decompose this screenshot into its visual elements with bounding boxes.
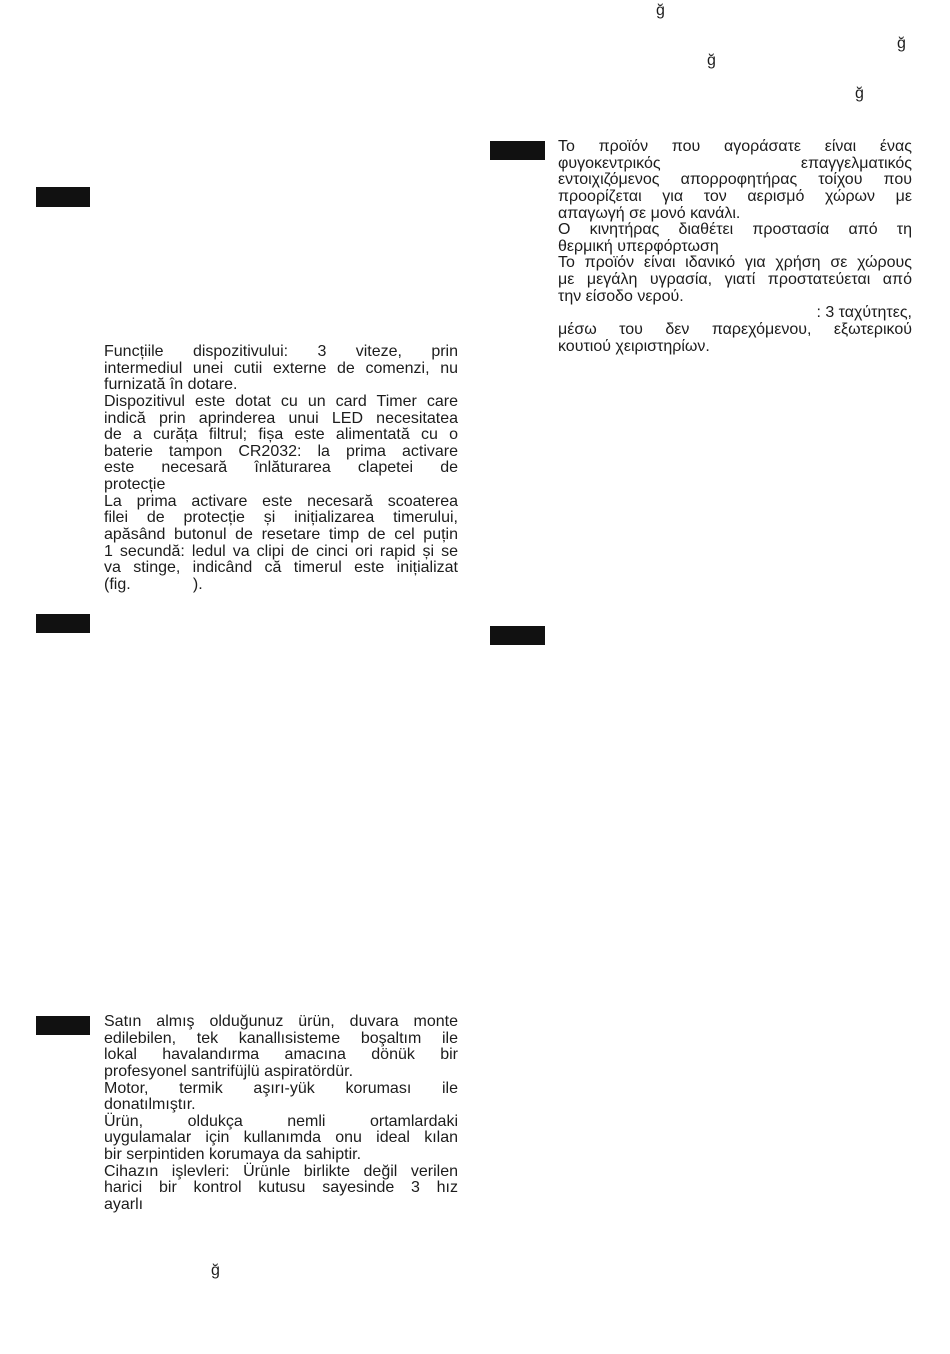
text-line: απαγωγή σε μονό κανάλι. (558, 204, 741, 222)
text-line: edilebilen, tek kanallısisteme boşaltım ile (104, 1029, 458, 1047)
text-line: de a curăța filtrul; fișa este alimentată cu o (104, 426, 458, 444)
stray-glyph: ğ (211, 1262, 220, 1279)
text-line: este necesară înlăturarea clapetei de (104, 459, 458, 477)
paragraph (104, 1164, 458, 1214)
romanian-section (104, 344, 458, 594)
text-line: μέσω του δεν παρεχόμενου, εξωτερικού (558, 321, 912, 339)
text-line: προορίζεται για τον αερισμό χώρων με (558, 187, 912, 205)
paragraph (558, 305, 912, 355)
stray-glyph: ğ (897, 35, 906, 52)
text-line: Το προϊόν είναι ιδανικό για χρήση σε χώρους (558, 254, 912, 272)
text-line: filei de protecție și inițializarea timerului, (104, 509, 458, 527)
text-line: ayarlı (104, 1196, 144, 1214)
turkish-section (104, 1014, 458, 1214)
text-line: Ο κινητήρας διαθέτει προστασία από τη (558, 221, 912, 239)
text-line: donatılmıştır. (104, 1096, 196, 1114)
text-line: 1 secundă: ledul va clipi de cinci ori rapid și se (104, 542, 458, 560)
stray-glyph: ğ (656, 2, 665, 19)
paragraph (558, 222, 912, 255)
text-line: indică prin aprinderea unui LED necesitatea (104, 409, 458, 427)
text-line: Το προϊόν που αγοράσατε είναι ένας (558, 138, 912, 155)
text-line: va stinge, indicând că timerul este inițializat (104, 559, 458, 577)
paragraph (104, 1081, 458, 1114)
text-line: Ürün, oldukça nemli ortamlardaki (104, 1112, 458, 1130)
paragraph (104, 1114, 458, 1164)
stray-glyph: ğ (707, 52, 716, 69)
text-line: baterie tampon CR2032: la prima activare (104, 442, 458, 460)
paragraph (104, 344, 458, 394)
text-line: intermediul unei cutii externe de comenzi, nu (104, 359, 458, 377)
text-line: φυγοκεντρικός επαγγελματικός (558, 154, 912, 172)
text-line: Dispozitivul este dotat cu un card Timer care (104, 392, 458, 410)
greek-section (558, 139, 912, 355)
text-line: Cihazın işlevleri: Ürünle birlikte değil verilen (104, 1162, 458, 1180)
text-line: θερμική υπερφόρτωση (558, 237, 719, 255)
text-line: harici bir kontrol kutusu sayesinde 3 hız (104, 1179, 458, 1197)
text-line: κουτιού χειριστηρίων. (558, 337, 710, 355)
text-line: την είσοδο νερού. (558, 287, 684, 305)
figure-reference-line: (fig. ). (104, 575, 203, 593)
paragraph (104, 394, 458, 494)
text-line: με μεγάλη υγρασία, γιατί προστατεύεται από (558, 271, 912, 289)
text-line: furnizată în dotare. (104, 376, 238, 394)
paragraph (104, 1014, 458, 1081)
text-line: La prima activare este necesară scoaterea (104, 492, 458, 510)
language-label-bar (36, 1016, 90, 1035)
text-line: Satın almış olduğunuz ürün, duvara monte (104, 1013, 458, 1030)
language-label-bar (36, 614, 90, 633)
paragraph (558, 139, 912, 222)
paragraph (558, 255, 912, 305)
paragraph (104, 494, 458, 594)
text-line: bir serpintiden korumaya da sahiptir. (104, 1146, 362, 1164)
text-line: profesyonel santrifüjlü aspiratördür. (104, 1062, 354, 1080)
language-label-bar (490, 626, 545, 645)
text-line: lokal havalandırma amacına dönük bir (104, 1046, 458, 1064)
text-line: Funcțiile dispozitivului: 3 viteze, prin (104, 343, 458, 360)
language-label-bar (490, 141, 545, 160)
text-line: apăsând butonul de resetare timp de cel puțin (104, 526, 458, 544)
text-line: : 3 ταχύτητες, (816, 304, 912, 322)
text-line: εντοιχιζόμενος απορροφητήρας τοίχου που (558, 171, 912, 189)
text-line: uygulamalar için kullanımda onu ideal kılan (104, 1129, 458, 1147)
language-label-bar (36, 187, 90, 207)
text-line: Motor, termik aşırı-yük koruması ile (104, 1079, 458, 1097)
text-line: protecție (104, 476, 166, 494)
stray-glyph: ğ (855, 85, 864, 102)
